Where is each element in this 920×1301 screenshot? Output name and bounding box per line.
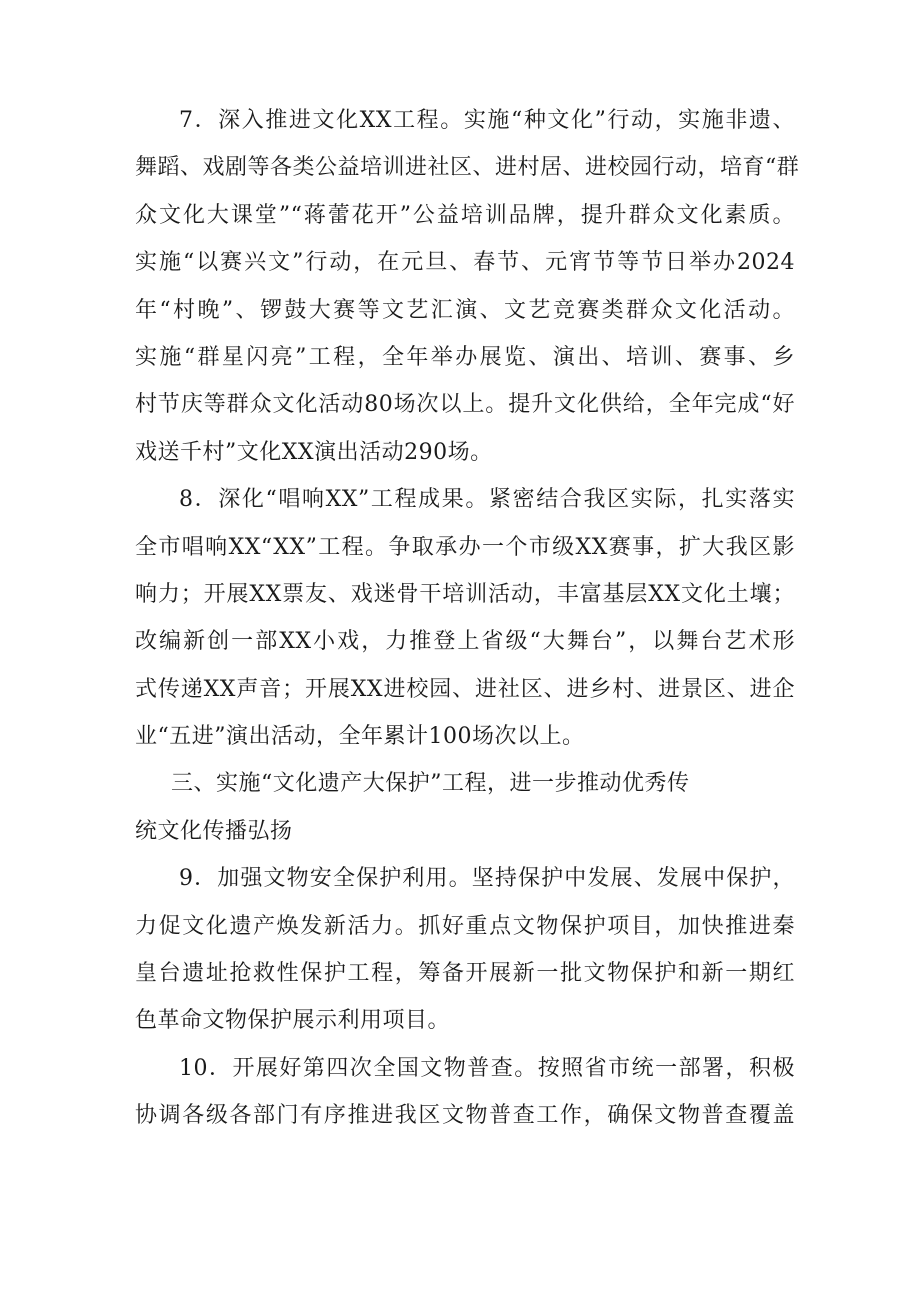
text-line: 色革命文物保护展示利用项目。 bbox=[135, 1008, 451, 1034]
text-line: 实施“以赛兴文”行动，在元旦、春节、元宵节等节日举办2024 bbox=[135, 250, 795, 276]
text-line: 舞蹈、戏剧等各类公益培训进社区、进村居、进校园行动，培育“群 bbox=[135, 155, 800, 181]
text-line: 实施“群星闪亮”工程，全年举办展览、演出、培训、赛事、乡 bbox=[135, 344, 795, 370]
text-line: 9．加强文物安全保护利用。坚持保护中发展、发展中保护， bbox=[179, 866, 795, 892]
paragraph-8 bbox=[135, 476, 795, 760]
text-line: 全市唱响XX“XX”工程。争取承办一个市级XX赛事，扩大我区影 bbox=[135, 534, 795, 560]
text-line: 皇台遗址抢救性保护工程，筹备开展新一批文物保护和新一期红 bbox=[135, 961, 795, 987]
text-line: 8．深化“唱响XX”工程成果。紧密结合我区实际，扎实落实 bbox=[179, 487, 795, 513]
paragraph-10 bbox=[135, 1045, 795, 1140]
document-page bbox=[135, 97, 800, 1140]
text-line: 响力；开展XX票友、戏迷骨干培训活动，丰富基层XX文化土壤； bbox=[135, 581, 795, 607]
text-line: 10．开展好第四次全国文物普查。按照省市统一部署，积极 bbox=[179, 1055, 795, 1081]
text-line: 力促文化遗产焕发新活力。抓好重点文物保护项目，加快推进秦 bbox=[135, 913, 795, 939]
paragraph-7 bbox=[135, 97, 800, 476]
text-line: 改编新创一部XX小戏，力推登上省级“大舞台”，以舞台艺术形 bbox=[135, 629, 795, 655]
text-line: 7．深入推进文化XX工程。实施“种文化”行动，实施非遗、 bbox=[179, 108, 795, 133]
section-heading bbox=[135, 760, 795, 855]
text-line: 年“村晚”、锣鼓大赛等文艺汇演、文艺竞赛类群众文化活动。 bbox=[135, 297, 795, 323]
heading-line: 统文化传播弘扬 bbox=[135, 818, 293, 844]
text-line: 协调各级各部门有序推进我区文物普查工作，确保文物普查覆盖 bbox=[135, 1103, 795, 1129]
text-line: 戏送千村”文化XX演出活动290场。 bbox=[135, 439, 493, 465]
paragraph-9 bbox=[135, 855, 795, 1045]
text-line: 式传递XX声音；开展XX进校园、进社区、进乡村、进景区、进企 bbox=[135, 676, 795, 702]
text-line: 众文化大课堂”“蒋蕾花开”公益培训品牌，提升群众文化素质。 bbox=[135, 202, 795, 228]
text-line: 业“五进”演出活动，全年累计100场次以上。 bbox=[135, 724, 585, 750]
text-line: 村节庆等群众文化活动80场次以上。提升文化供给，全年完成“好 bbox=[135, 392, 795, 418]
heading-line: 三、实施“文化遗产大保护”工程，进一步推动优秀传 bbox=[171, 771, 690, 797]
